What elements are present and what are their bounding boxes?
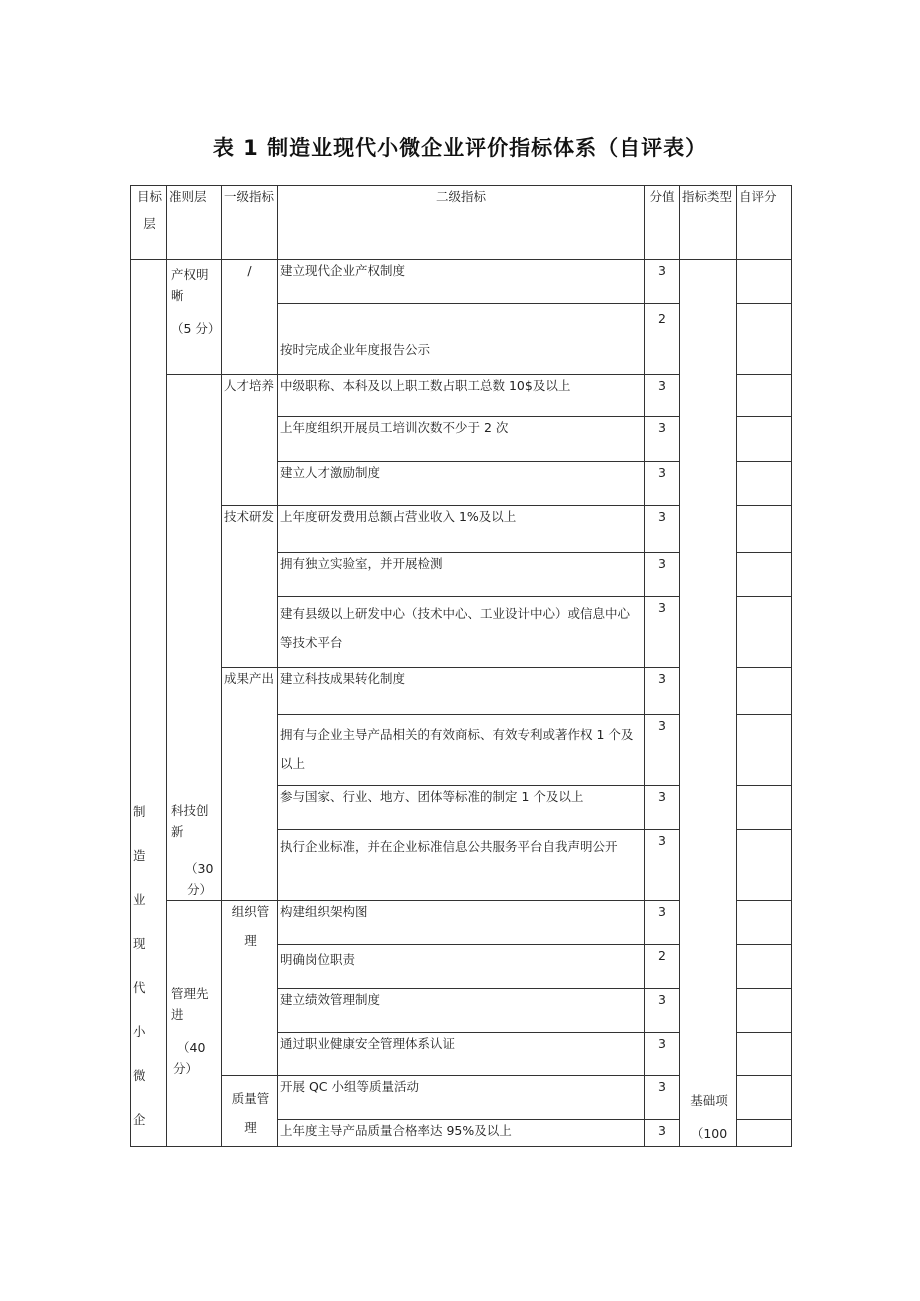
criteria-mgmt-name: 管理先进 [171, 986, 209, 1022]
item-text [278, 989, 645, 1033]
target-char: 微 [133, 1068, 146, 1083]
level1-output-label: 成果产出 [224, 671, 275, 686]
level1-rd [222, 506, 278, 668]
item-score-value: 3 [658, 420, 666, 435]
header-level2-label: 二级指标 [435, 189, 486, 204]
item-text [278, 462, 645, 506]
item-score-value: 3 [658, 789, 666, 804]
item-score [645, 462, 680, 506]
item-score [645, 1033, 680, 1076]
item-score [645, 597, 680, 668]
self-score-input[interactable] [737, 945, 792, 989]
item-score-value: 3 [658, 1079, 666, 1094]
criteria-tech-points-unit: 分） [187, 882, 213, 897]
item-score [645, 375, 680, 417]
item-score-value: 3 [658, 509, 666, 524]
self-score-input[interactable] [737, 668, 792, 715]
header-criteria-label: 准则层 [169, 189, 207, 204]
type-cell [680, 260, 737, 1147]
level1-org [222, 901, 278, 1076]
header-type-label: 指标类型 [682, 189, 733, 204]
level1-none-label: / [247, 263, 252, 278]
item-score [645, 715, 680, 786]
item-text [278, 830, 645, 901]
header-target-line1: 目标 [136, 189, 162, 204]
item-text-label: 建立科技成果转化制度 [280, 671, 406, 686]
item-score [645, 668, 680, 715]
criteria-property-points: （5 分） [171, 321, 221, 336]
item-score [645, 417, 680, 462]
self-score-input[interactable] [737, 462, 792, 506]
header-level1-label: 一级指标 [224, 189, 275, 204]
item-score-value: 3 [658, 904, 666, 919]
header-self-score [737, 186, 792, 260]
item-score [645, 304, 680, 375]
target-char: 现 [133, 936, 146, 951]
item-score [645, 553, 680, 597]
type-points: （100 [690, 1126, 728, 1141]
item-text-label: 执行企业标准，并在企业标准信息公共服务平台自我声明公开 [280, 839, 618, 854]
self-score-input[interactable] [737, 786, 792, 830]
header-criteria [167, 186, 222, 260]
item-score [645, 260, 680, 304]
item-score-value: 3 [658, 1123, 666, 1138]
item-text [278, 668, 645, 715]
item-text [278, 597, 645, 668]
item-score-value: 3 [658, 600, 666, 615]
item-score [645, 506, 680, 553]
item-text-label: 明确岗位职责 [280, 952, 356, 967]
header-score-label: 分值 [649, 189, 675, 204]
target-cell [131, 260, 167, 1147]
level1-talent [222, 375, 278, 506]
table-title: 表 1 制造业现代小微企业评价指标体系（自评表） [212, 136, 708, 160]
header-level1 [222, 186, 278, 260]
item-score [645, 989, 680, 1033]
item-text-label: 建立人才激励制度 [280, 465, 381, 480]
self-score-input[interactable] [737, 597, 792, 668]
self-score-input[interactable] [737, 506, 792, 553]
header-row [131, 186, 792, 260]
item-text [278, 901, 645, 945]
criteria-mgmt-points: （40 [177, 1040, 206, 1055]
item-text-label: 上年度主导产品质量合格率达 95%及以上 [280, 1123, 512, 1138]
criteria-mgmt-points-unit: 分） [173, 1061, 199, 1076]
self-score-input[interactable] [737, 989, 792, 1033]
item-score [645, 830, 680, 901]
item-score-value: 3 [658, 992, 666, 1007]
item-text-label: 按时完成企业年度报告公示 [280, 342, 431, 357]
item-text [278, 375, 645, 417]
item-text-label: 上年度组织开展员工培训次数不少于 2 次 [280, 420, 509, 435]
item-text-label: 构建组织架构图 [280, 904, 368, 919]
level1-org-label-cont: 理 [244, 933, 257, 948]
item-score-value: 3 [658, 378, 666, 393]
item-score-value: 2 [658, 948, 666, 963]
self-score-input[interactable] [737, 715, 792, 786]
item-text [278, 945, 645, 989]
target-char: 业 [133, 892, 146, 907]
self-score-input[interactable] [737, 304, 792, 375]
item-text-label: 建有县级以上研发中心（技术中心、工业设计中心）或信息中心等技术平台 [280, 606, 631, 650]
target-char: 制 [133, 804, 146, 819]
target-char: 小 [133, 1024, 146, 1039]
criteria-property-name: 产权明晰 [171, 267, 209, 303]
criteria-mgmt [167, 901, 222, 1147]
item-text [278, 553, 645, 597]
level1-org-label: 组织管 [231, 904, 270, 919]
item-score [645, 1120, 680, 1147]
target-char: 代 [133, 980, 146, 995]
type-label: 基础项 [690, 1093, 728, 1108]
level1-quality-label: 质量管 [231, 1091, 270, 1106]
item-text-label: 参与国家、行业、地方、团体等标准的制定 1 个及以上 [280, 789, 584, 804]
item-text-label: 上年度研发费用总额占营业收入 1%及以上 [280, 509, 517, 524]
item-text-label: 建立绩效管理制度 [280, 992, 381, 1007]
header-target-line2: 层 [143, 216, 156, 231]
level1-rd-label: 技术研发 [224, 509, 275, 524]
self-score-input[interactable] [737, 1076, 792, 1120]
item-score [645, 901, 680, 945]
item-text [278, 304, 645, 375]
criteria-tech-name: 科技创新 [171, 803, 209, 839]
self-score-input[interactable] [737, 830, 792, 901]
header-self-score-label: 自评分 [739, 189, 777, 204]
item-score-value: 3 [658, 671, 666, 686]
item-score-value: 3 [658, 1036, 666, 1051]
self-score-input[interactable] [737, 1120, 792, 1147]
header-level2 [278, 186, 645, 260]
item-text [278, 786, 645, 830]
table-row [131, 260, 792, 304]
target-char: 企 [133, 1112, 146, 1127]
level1-none [222, 260, 278, 375]
header-score [645, 186, 680, 260]
item-text-label: 通过职业健康安全管理体系认证 [280, 1036, 456, 1051]
item-text [278, 1120, 645, 1147]
item-text [278, 1033, 645, 1076]
item-text [278, 506, 645, 553]
self-score-input[interactable] [737, 901, 792, 945]
self-score-input[interactable] [737, 417, 792, 462]
self-score-input[interactable] [737, 1033, 792, 1076]
item-score-value: 2 [658, 311, 666, 326]
item-score-value: 3 [658, 263, 666, 278]
item-score-value: 3 [658, 833, 666, 848]
item-score [645, 1076, 680, 1120]
evaluation-table [130, 185, 792, 1147]
item-score-value: 3 [658, 465, 666, 480]
target-char: 造 [133, 848, 146, 863]
self-score-input[interactable] [737, 260, 792, 304]
criteria-property [167, 260, 222, 375]
criteria-tech [167, 375, 222, 901]
item-text-label: 拥有与企业主导产品相关的有效商标、有效专利或著作权 1 个及以上 [280, 727, 634, 771]
item-text [278, 715, 645, 786]
item-text-label: 中级职称、本科及以上职工数占职工总数 10$及以上 [280, 378, 571, 393]
level1-quality-label-cont: 理 [244, 1120, 257, 1135]
level1-output [222, 668, 278, 901]
level1-quality [222, 1076, 278, 1147]
self-score-input[interactable] [737, 375, 792, 417]
header-target [131, 186, 167, 260]
level1-talent-label: 人才培养 [224, 378, 275, 393]
item-text [278, 1076, 645, 1120]
item-score-value: 3 [658, 556, 666, 571]
item-score-value: 3 [658, 718, 666, 733]
self-score-input[interactable] [737, 553, 792, 597]
item-text-label: 拥有独立实验室，并开展检测 [280, 556, 443, 571]
item-text-label: 开展 QC 小组等质量活动 [280, 1079, 420, 1094]
item-text [278, 260, 645, 304]
item-score [645, 786, 680, 830]
item-text-label: 建立现代企业产权制度 [280, 263, 406, 278]
header-type [680, 186, 737, 260]
criteria-tech-points: （30 [185, 861, 214, 876]
item-score [645, 945, 680, 989]
item-text [278, 417, 645, 462]
